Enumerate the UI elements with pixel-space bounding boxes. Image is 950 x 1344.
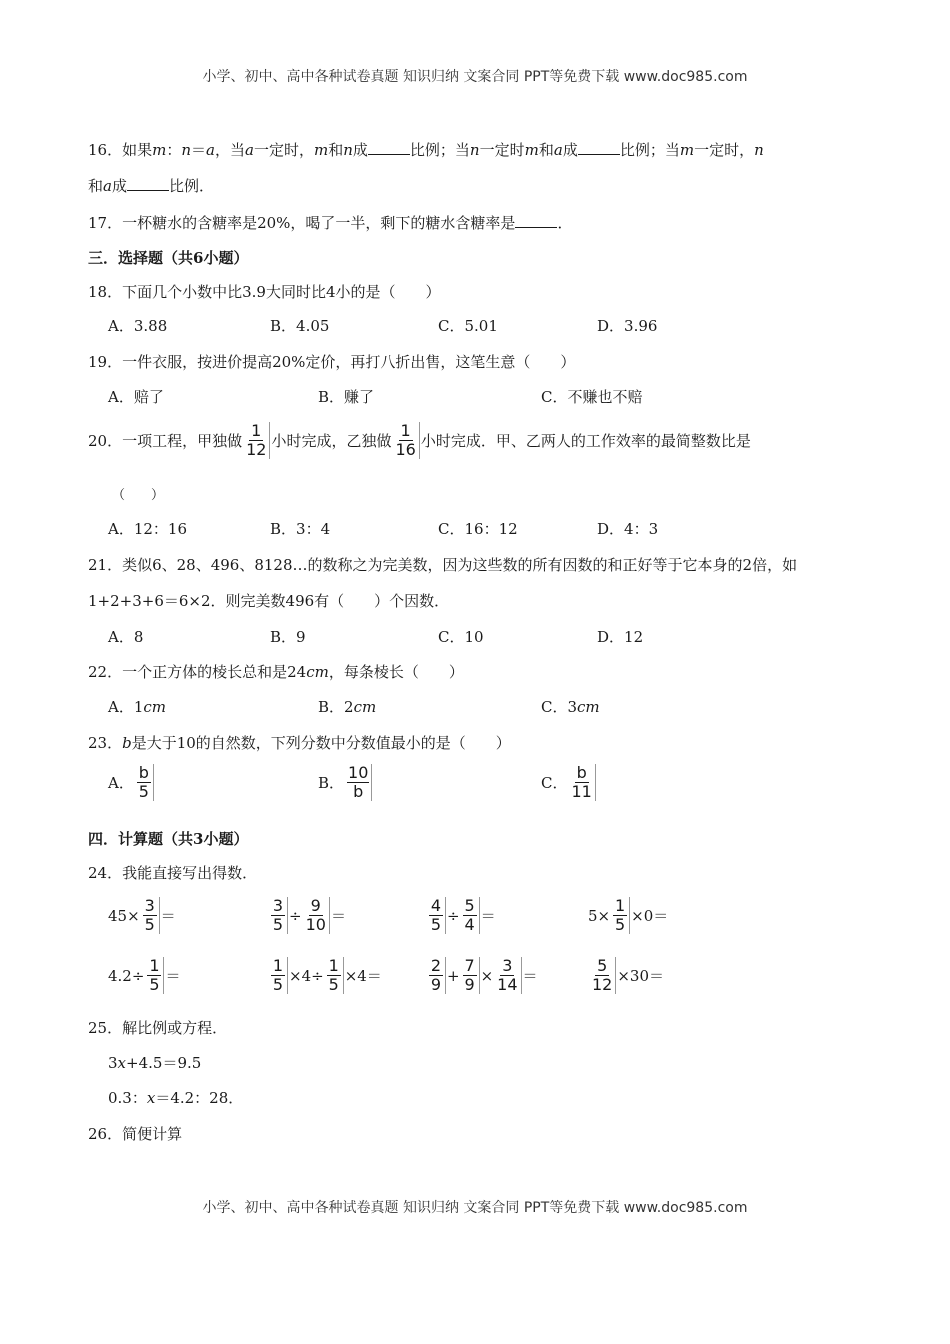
q22-text: 22．一个正方体的棱长总和是24 [88, 663, 307, 681]
numerator: 7 [464, 956, 475, 975]
expr-text: ＝ [330, 907, 346, 925]
answer-paren: （ ） [112, 488, 165, 503]
expression-1 [108, 897, 176, 934]
fraction [427, 957, 446, 994]
expression-2 [268, 897, 346, 934]
expression-7 [426, 957, 538, 994]
denominator: 5 [144, 915, 155, 934]
q20-text: 20．一项工程，甲独做 [88, 432, 243, 450]
numerator: 5 [597, 956, 608, 975]
option-b[interactable]: B．9 [270, 628, 306, 646]
question-21-line1: 21．类似6、28、496、8128…的数称之为完美数，因为这些数的所有因数的和正好等于它本身的2倍，如 [88, 556, 798, 574]
numerator: 1 [149, 956, 160, 975]
denominator: 5 [430, 915, 442, 934]
numerator: 1 [615, 896, 626, 915]
question-16-line1 [88, 139, 764, 160]
eq-text: +4.5＝9.5 [126, 1054, 202, 1072]
numerator: 4 [430, 896, 442, 915]
equation-1 [108, 1052, 201, 1073]
option-a[interactable]: A．赔了 [108, 388, 164, 406]
numerator: 1 [400, 421, 411, 440]
page-header: 小学、初中、高中各种试卷真题 知识归纳 文案合同 PPT等免费下载 www.doc985.com [202, 69, 748, 85]
expression-3 [426, 897, 496, 934]
option-b[interactable] [318, 764, 373, 801]
var-m: m [679, 141, 695, 159]
q16-text: ，当 [214, 141, 245, 159]
fraction [325, 957, 344, 994]
q16-text: 比例． [168, 177, 214, 195]
option-b[interactable]: B．赚了 [318, 388, 375, 406]
q16-text: 和 [538, 141, 554, 159]
var-m: m [524, 141, 539, 159]
fraction [269, 957, 288, 994]
denominator: b [353, 782, 364, 801]
q23-text: 是大于10的自然数，下列分数中分数值最小的是（ ） [131, 734, 511, 752]
equation-2 [108, 1087, 243, 1108]
fraction [141, 897, 160, 934]
expression-4 [588, 897, 668, 934]
option-d[interactable]: D．4：3 [597, 520, 659, 538]
denominator: 5 [615, 915, 626, 934]
q16-text: 成 [352, 141, 368, 159]
option-a[interactable] [108, 696, 166, 717]
fraction [427, 897, 446, 934]
q22-text: ，每条棱长（ ） [328, 663, 464, 681]
operator: + [447, 966, 460, 985]
option-c[interactable] [541, 764, 597, 801]
option-c[interactable]: C．5.01 [438, 317, 498, 335]
option-c[interactable]: C．不赚也不赔 [541, 388, 643, 406]
option-value: B．2 [318, 698, 354, 716]
denominator: 5 [272, 915, 284, 934]
question-17 [88, 212, 572, 233]
option-d[interactable]: D．3.96 [597, 317, 658, 335]
numerator: 10 [348, 763, 369, 782]
option-a[interactable]: A．3.88 [108, 317, 168, 335]
expr-text: ＝ [480, 907, 496, 925]
numerator: b [138, 763, 149, 782]
expr-text: ×30＝ [617, 967, 665, 985]
expression-6 [268, 957, 382, 994]
question-19: 19．一件衣服，按进价提高20%定价，再打八折出售，这笔生意（ ） [88, 353, 576, 371]
var-m: m [313, 141, 329, 159]
answer-blank[interactable] [127, 178, 169, 191]
unit: cm [353, 698, 377, 716]
fraction [611, 897, 630, 934]
q16-text: 16．如果 [88, 141, 153, 159]
q16-text: 一定时 [479, 141, 525, 159]
option-label: A． [108, 774, 134, 792]
fraction [461, 957, 480, 994]
expr-text: 45× [108, 906, 140, 925]
denominator: 9 [464, 975, 475, 994]
fraction [568, 764, 595, 801]
operator: ÷ [447, 906, 460, 925]
option-a[interactable] [108, 764, 155, 801]
q16-text: 成 [111, 177, 127, 195]
fraction [589, 957, 616, 994]
option-value: C．3 [541, 698, 578, 716]
option-b[interactable] [318, 696, 376, 717]
expr-text: ×4＝ [344, 967, 382, 985]
fraction [461, 897, 480, 934]
question-25: 25．解比例或方程． [88, 1019, 228, 1037]
q16-text: 一定时， [694, 141, 755, 159]
q23-text: 23． [88, 734, 123, 752]
var-a: a [103, 177, 112, 195]
q16-text: 比例；当 [619, 141, 680, 159]
numerator: 3 [272, 896, 284, 915]
fraction [345, 764, 372, 801]
option-c[interactable]: C．16：12 [438, 520, 518, 538]
fraction [145, 957, 164, 994]
answer-blank[interactable] [515, 215, 557, 228]
option-label: B． [318, 774, 345, 792]
denominator: 12 [592, 975, 613, 994]
q20-text: 小时完成．甲、乙两人的工作效率的最简整数比是 [420, 432, 751, 450]
var-x: x [117, 1054, 127, 1072]
unit: cm [577, 698, 600, 716]
var-a: a [553, 141, 563, 159]
denominator: 5 [149, 975, 160, 994]
denominator: 14 [497, 975, 518, 994]
fraction [303, 897, 330, 934]
question-26: 26．简便计算 [88, 1125, 183, 1143]
fraction [494, 957, 521, 994]
option-label: C． [541, 774, 568, 792]
var-n: n [181, 141, 192, 159]
q17-text: ． [557, 214, 573, 232]
expr-text: ×0＝ [631, 907, 669, 925]
var-n: n [343, 141, 353, 159]
denominator: 9 [430, 975, 442, 994]
answer-blank[interactable] [368, 142, 410, 155]
question-24: 24．我能直接写出得数． [88, 864, 258, 882]
numerator: 9 [310, 896, 321, 915]
operator: ÷ [289, 906, 302, 925]
var-b: b [122, 734, 132, 752]
expr-text: 5× [588, 906, 611, 925]
q16-text: 和 [88, 177, 104, 195]
option-d[interactable]: D．12 [597, 628, 644, 646]
answer-blank[interactable] [578, 142, 620, 155]
section-3-title: 三．选择题（共6小题） [88, 249, 249, 267]
denominator: 5 [328, 975, 339, 994]
fraction [392, 422, 419, 459]
fraction [243, 422, 270, 459]
numerator: 3 [502, 956, 513, 975]
unit: cm [306, 663, 329, 681]
option-value: A．1 [108, 698, 144, 716]
denominator: 12 [246, 440, 267, 459]
q16-text: 比例；当 [409, 141, 470, 159]
numerator: 2 [430, 956, 442, 975]
var-x: x [146, 1089, 156, 1107]
operator: × [480, 966, 494, 985]
numerator: b [576, 763, 587, 782]
numerator: 5 [464, 896, 475, 915]
expr-text: ＝ [522, 967, 538, 985]
option-a[interactable]: A．12：16 [108, 520, 188, 538]
question-23 [88, 732, 511, 753]
question-21-line2: 1+2+3+6＝6×2．则完美数496有（ ）个因数． [88, 592, 450, 610]
q16-text: ＝ [191, 141, 207, 159]
denominator: 10 [305, 915, 326, 934]
var-n: n [469, 141, 480, 159]
numerator: 1 [328, 956, 339, 975]
option-b[interactable]: B．4.05 [270, 317, 330, 335]
eq-text: 0.3： [108, 1089, 147, 1107]
eq-text: 3 [108, 1054, 118, 1072]
question-22 [88, 661, 464, 682]
denominator: 5 [138, 782, 149, 801]
var-a: a [245, 141, 254, 159]
expr-text: ＝ [160, 907, 176, 925]
option-c[interactable]: C．10 [438, 628, 484, 646]
q17-text: 17．一杯糖水的含糖率是20%，喝了一半，剩下的糖水含糖率是 [88, 214, 516, 232]
q16-text: 和 [328, 141, 344, 159]
var-m: m [152, 141, 167, 159]
q16-text: ： [166, 141, 182, 159]
page-footer: 小学、初中、高中各种试卷真题 知识归纳 文案合同 PPT等免费下载 www.doc985.com [202, 1200, 748, 1216]
expr-text: ＝ [165, 967, 181, 985]
denominator: 11 [571, 782, 592, 801]
denominator: 4 [464, 915, 475, 934]
numerator: 3 [144, 896, 155, 915]
option-b[interactable]: B．3：4 [270, 520, 331, 538]
option-c[interactable] [541, 696, 600, 717]
var-a: a [206, 141, 215, 159]
eq-text: ＝4.2：28． [155, 1089, 244, 1107]
var-n: n [754, 141, 764, 159]
denominator: 5 [272, 975, 284, 994]
expression-8 [588, 957, 664, 994]
operator: ×4÷ [289, 966, 324, 985]
section-4-title: 四．计算题（共3小题） [88, 830, 249, 848]
option-a[interactable]: A．8 [108, 628, 144, 646]
fraction [135, 764, 154, 801]
q16-text: 成 [562, 141, 578, 159]
question-16-line2 [88, 175, 214, 196]
q16-text: 一定时， [253, 141, 314, 159]
expression-5 [108, 957, 180, 994]
denominator: 16 [395, 440, 416, 459]
q20-text: 小时完成，乙独做 [271, 432, 392, 450]
question-20 [88, 422, 751, 459]
unit: cm [143, 698, 167, 716]
expr-text: 4.2÷ [108, 966, 145, 985]
fraction [269, 897, 288, 934]
numerator: 1 [272, 956, 284, 975]
numerator: 1 [251, 421, 262, 440]
question-18: 18．下面几个小数中比3.9大同时比4小的是（ ） [88, 283, 441, 301]
